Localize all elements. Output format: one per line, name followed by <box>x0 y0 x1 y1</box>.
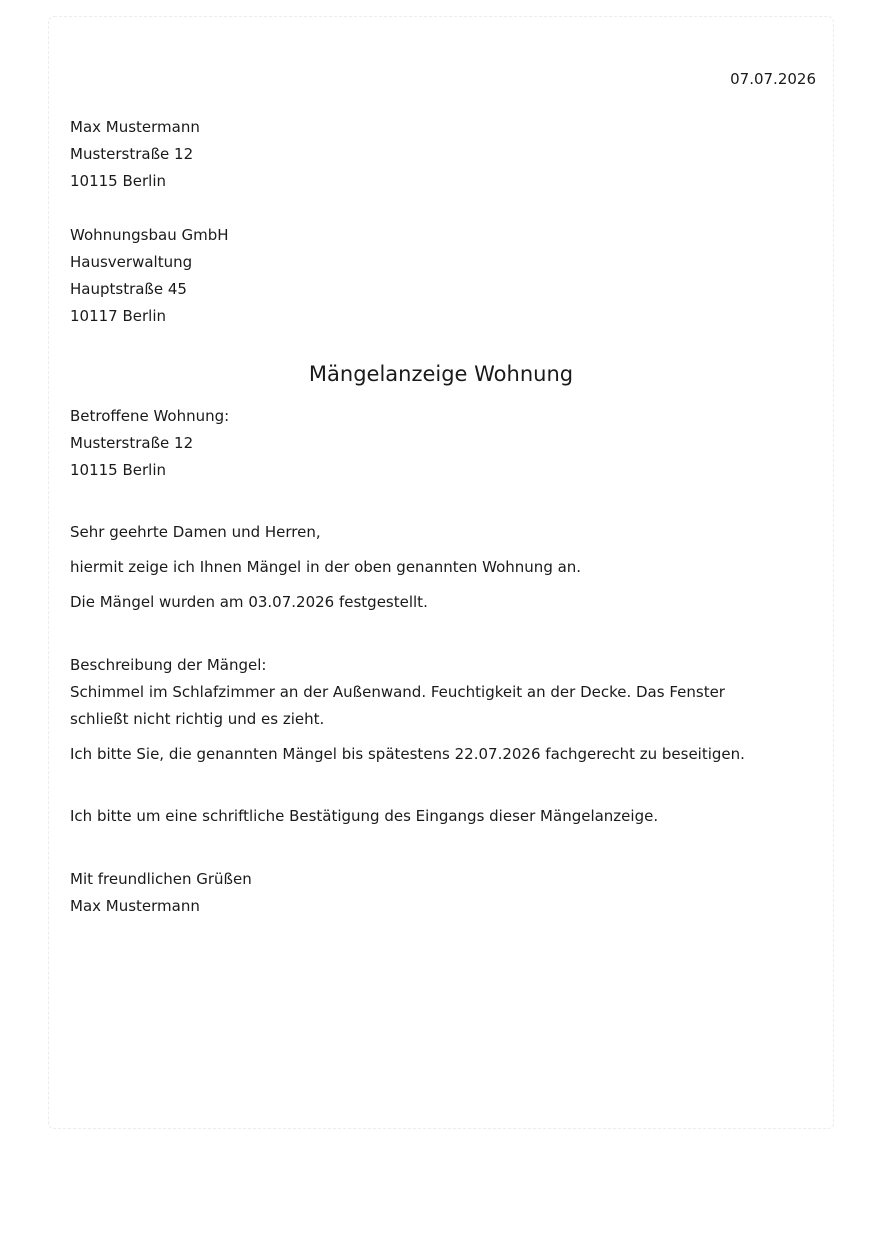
recipient-street: Hauptstraße 45 <box>70 280 187 298</box>
deadline-paragraph: Ich bitte Sie, die genannten Mängel bis spätestens 22.07.2026 fachgerecht zu beseitigen. <box>70 745 745 763</box>
discovery-date-paragraph: Die Mängel wurden am 03.07.2026 festgestellt. <box>70 593 428 611</box>
property-label: Betroffene Wohnung: <box>70 407 230 425</box>
property-city: 10115 Berlin <box>70 461 167 479</box>
signature-name: Max Mustermann <box>70 897 200 915</box>
letter-title: Mängelanzeige Wohnung <box>308 362 574 386</box>
intro-paragraph: hiermit zeige ich Ihnen Mängel in der oben genannten Wohnung an. <box>70 558 582 576</box>
closing-block <box>70 866 252 920</box>
sender-name: Max Mustermann <box>70 118 200 136</box>
defects-description: Schimmel im Schlafzimmer an der Außenwand. Feuchtigkeit an der Decke. Das Fenster schließt nicht richtig und es zieht. <box>70 683 725 728</box>
salutation: Sehr geehrte Damen und Herren, <box>70 523 321 541</box>
sender-street: Musterstraße 12 <box>70 145 194 163</box>
letter-page <box>48 16 834 1129</box>
recipient-company: Wohnungsbau GmbH <box>70 226 229 244</box>
sender-address <box>70 114 200 195</box>
recipient-city: 10117 Berlin <box>70 307 167 325</box>
recipient-department: Hausverwaltung <box>70 253 193 271</box>
confirmation-paragraph: Ich bitte um eine schriftliche Bestätigung des Eingangs dieser Mängelanzeige. <box>70 807 659 825</box>
property-street: Musterstraße 12 <box>70 434 194 452</box>
closing-phrase: Mit freundlichen Grüßen <box>70 870 252 888</box>
sender-city: 10115 Berlin <box>70 172 167 190</box>
property-address <box>70 403 229 484</box>
defects-label: Beschreibung der Mängel: <box>70 656 267 674</box>
letter-date: 07.07.2026 <box>730 70 816 88</box>
recipient-address <box>70 222 229 330</box>
